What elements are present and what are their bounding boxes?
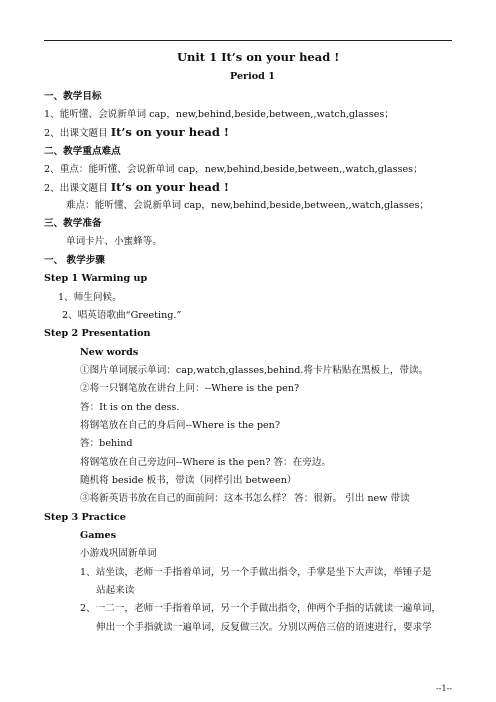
keypoint-2 [44, 181, 229, 195]
presentation-line-7: 随机将 beside 板书，带读（同样引出 between） [80, 475, 297, 486]
step1-item-b: 2、唱英语歌曲“Greeting.” [62, 310, 182, 321]
game-2-line-1: 2、一二一，老师一手指着单词，另一个手做出指令，伸两个手指的话就读一遍单词， [80, 603, 442, 614]
presentation-line-2: ②将一只钢笔放在讲台上问：--Where is the pen? [80, 383, 300, 394]
section-heading-objectives: 一、教学目标 [44, 91, 102, 102]
section-heading-keypoints: 二、教学重点难点 [44, 146, 121, 157]
games-intro: 小游戏巩固新单词 [80, 548, 157, 559]
game-2-line-2: 伸出一个手指就读一遍单词，反复做三次。分别以两倍三倍的语速进行，要求学 [96, 622, 432, 633]
doc-title: Unit 1 It’s on your head ! [177, 50, 340, 64]
section-heading-preparation: 三、教学准备 [44, 218, 102, 229]
header-rule [44, 40, 452, 41]
games-heading: Games [80, 530, 117, 541]
difficulty-line: 难点：能听懂、会说新单词 cap，new,behind,beside,between,,watch,glasses； [66, 200, 429, 211]
page-number: --1-- [436, 684, 452, 693]
doc-subtitle: Period 1 [230, 71, 275, 82]
objective-1: 1、能听懂、会说新单词 cap，new,behind,beside,between,,watch,glasses； [44, 109, 394, 120]
preparation-item: 单词卡片、小蜜蜂等。 [66, 236, 162, 247]
presentation-line-8: ③将新英语书放在自己的面前问：这本书怎么样？ 答：很新。 引出 new 带读 [80, 493, 410, 504]
presentation-line-5: 答：behind [80, 438, 133, 449]
step3-heading: Step 3 Practice [44, 512, 126, 523]
presentation-line-4: 将钢笔放在自己的身后问--Where is the pen? [80, 420, 280, 431]
new-words-heading: New words [80, 347, 139, 358]
presentation-line-3: 答：It is on the dess. [80, 402, 180, 413]
presentation-line-1: ①图片单词展示单词：cap,watch,glasses,behind.将卡片粘贴在黑板上，带读。 [80, 365, 429, 376]
step1-item-a: 1、师生问候。 [58, 292, 122, 303]
game-1-line-1: 1、站坐读，老师一手指着单词，另一个手做出指令，手掌是坐下大声读，举锤子是 [80, 567, 432, 578]
keypoint-1: 2、重点：能听懂、会说新单词 cap，new,behind,beside,between,,watch,glasses； [44, 164, 423, 175]
section-heading-steps: 一、 教学步骤 [44, 255, 105, 266]
game-1-line-2: 站起来读 [96, 585, 135, 596]
objective-2-title: It’s on your head ! [110, 125, 229, 139]
step2-heading: Step 2 Presentation [44, 328, 151, 339]
presentation-line-6: 将钢笔放在自己旁边问--Where is the pen? 答：在旁边。 [80, 457, 332, 468]
keypoint-2-prefix: 2、出课文题目 [44, 183, 111, 194]
step1-heading: Step 1 Warming up [44, 273, 148, 284]
objective-2-prefix: 2、出课文题目 [44, 128, 111, 139]
objective-2 [44, 126, 229, 140]
keypoint-2-title: It’s on your head ! [110, 180, 229, 194]
